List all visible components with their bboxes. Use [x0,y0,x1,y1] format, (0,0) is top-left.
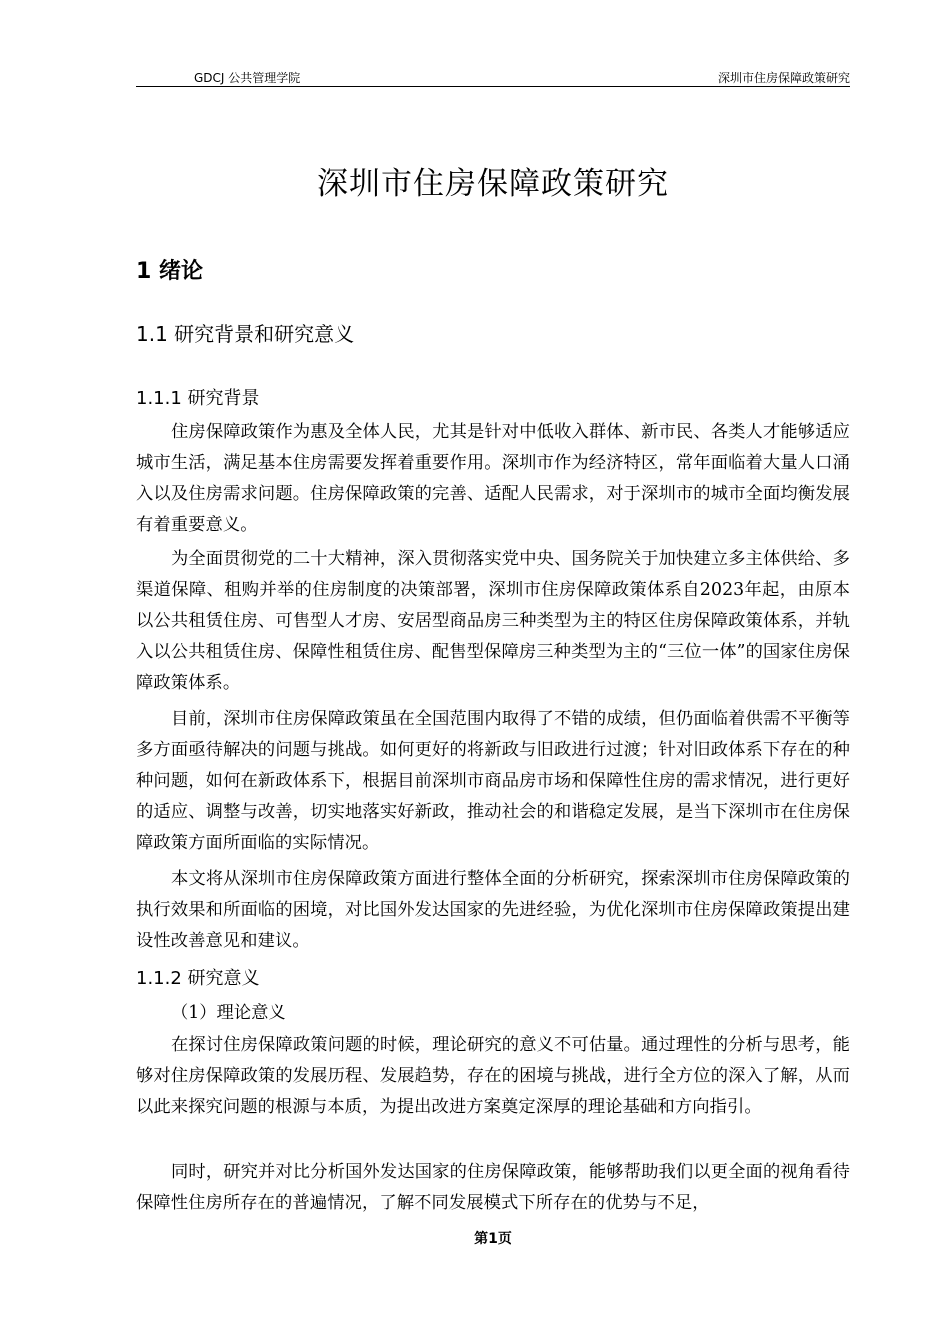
page-header [136,66,850,87]
paragraph-background-4: 本文将从深圳市住房保障政策方面进行整体全面的分析研究，探索深圳市住房保障政策的执行效果和所面临的困境，对比国外发达国家的先进经验，为优化深圳市住房保障政策提出建设性改善意见和建议。 [136,869,850,951]
paragraph-background-2: 为全面贯彻党的二十大精神，深入贯彻落实党中央、国务院关于加快建立多主体供给、多渠道保障、租购并举的住房制度的决策部署，深圳市住房保障政策体系自2023年起，由原本以公共租赁住房、可售型人才房、安居型商品房三种类型为主的特区住房保障政策体系，并轨入以公共租赁住房、保障性租赁住房、配售型保障房三种类型为主的“三位一体”的国家住房保障政策体系。 [136,549,850,693]
heading-section-1-1-2: 1.1.2 研究意义 [136,968,260,989]
header-doc-title: 深圳市住房保障政策研究 [717,71,850,85]
paragraph-background-1: 住房保障政策作为惠及全体人民，尤其是针对中低收入群体、新市民、各类人才能够适应城市生活，满足基本住房需要发挥着重要作用。深圳市作为经济特区，常年面临着大量人口涌入以及住房需求问题。住房保障政策的完善、适配人民需求，对于深圳市的城市全面均衡发展有着重要意义。 [136,422,850,535]
page-number: 第1页 [474,1231,512,1247]
heading-chapter-1: 1 绪论 [136,259,203,284]
document-title: 深圳市住房保障政策研究 [317,166,669,202]
header-institution: GDCJ 公共管理学院 [194,71,301,85]
heading-section-1-1-1: 1.1.1 研究背景 [136,388,260,409]
paragraph-theory-1: 在探讨住房保障政策问题的时候，理论研究的意义不可估量。通过理性的分析与思考，能够对住房保障政策的发展历程、发展趋势，存在的困境与挑战，进行全方位的深入了解，从而以此来探究问题的根源与本质，为提出改进方案奠定深厚的理论基础和方向指引。 [136,1035,850,1117]
heading-section-1-1: 1.1 研究背景和研究意义 [136,322,355,346]
paragraph-background-3: 目前，深圳市住房保障政策虽在全国范围内取得了不错的成绩，但仍面临着供需不平衡等多方面亟待解决的问题与挑战。如何更好的将新政与旧政进行过渡；针对旧政体系下存在的种种问题，如何在新政体系下，根据目前深圳市商品房市场和保障性住房的需求情况，进行更好的适应、调整与改善，切实地落实好新政，推动社会的和谐稳定发展，是当下深圳市在住房保障政策方面所面临的实际情况。 [136,709,850,853]
subheading-theory: （1）理论意义 [171,1003,286,1023]
paragraph-theory-2: 同时，研究并对比分析国外发达国家的住房保障政策，能够帮助我们以更全面的视角看待保障性住房所存在的普遍情况，了解不同发展模式下所存在的优势与不足， [136,1162,850,1213]
